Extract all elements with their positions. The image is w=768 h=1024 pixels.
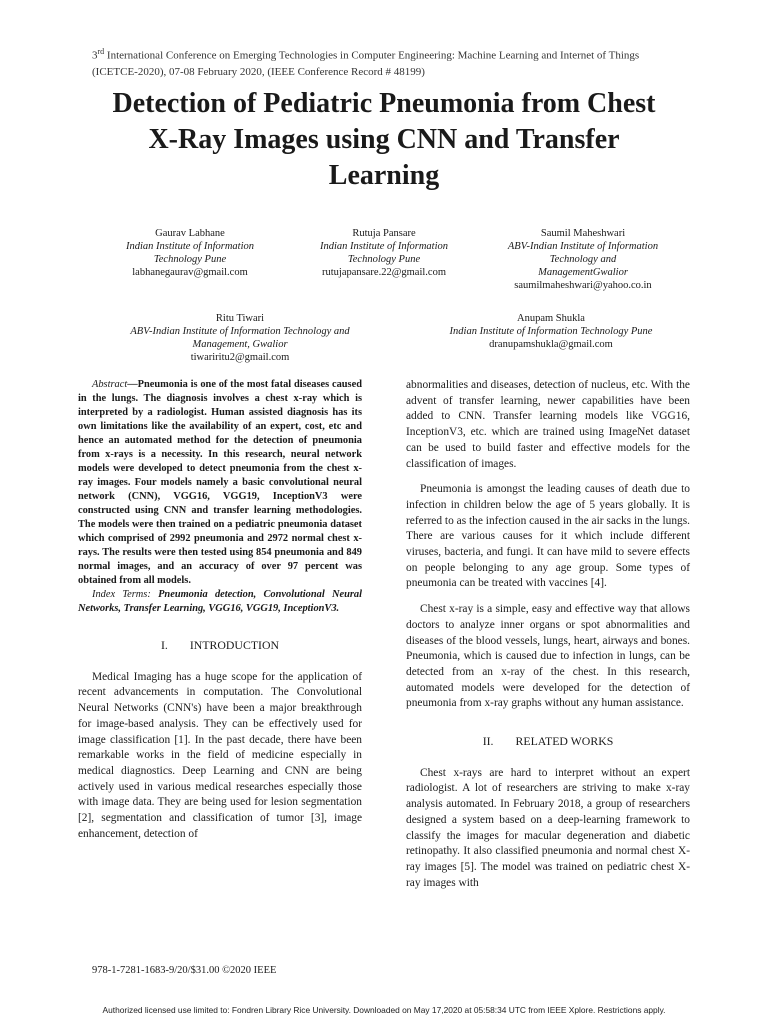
index-terms-label: Index Terms: <box>92 589 159 600</box>
index-terms-text: Pneumonia detection, Convolutional Neural Networks, Transfer Learning, VGG16, VGG19, InceptionV3. <box>78 589 362 614</box>
author-email[interactable]: saumilmaheshwari@yahoo.co.in <box>514 280 652 291</box>
author-affiliation: Management, Gwalior <box>192 339 288 350</box>
author-email[interactable]: tiwariritu2@gmail.com <box>190 352 290 363</box>
author-affiliation: Technology and <box>549 254 617 265</box>
author-block <box>296 227 472 279</box>
abstract <box>78 378 362 588</box>
author-block <box>92 312 388 364</box>
author-email[interactable]: rutujapansare.22@gmail.com <box>322 267 446 278</box>
author-affiliation: Indian Institute of Information Technology Pune <box>449 326 653 337</box>
introduction-paragraph: Medical Imaging has a huge scope for the application of recent advancements in computation. The Convolutional Neural Networks (CNN's) have been a major breakthrough for image-based analysis. They can be effectively used for image classification [1]. In the past decade, there have been remarkable works in the field of medicine especially in medical diagnostics. Deep Learning and CNN are being actively used in various medical researches especially those with image data. They are being used for lesion segmentation [2], segmentation and classification of tumor [3], image enhancement, detection of <box>78 670 362 840</box>
title-line: X-Ray Images using CNN and Transfer <box>148 124 620 155</box>
conference-ordinal-suffix: rd <box>97 47 105 56</box>
section-number: I. <box>160 638 168 652</box>
author-affiliation: ManagementGwalior <box>538 267 628 278</box>
author-affiliation: Technology Pune <box>347 254 421 265</box>
section-heading-introduction <box>78 638 362 654</box>
author-name: Ritu Tiwari <box>215 313 265 324</box>
section-heading-related-works <box>406 734 690 750</box>
conference-details: (ICETCE-2020), 07-08 February 2020, (IEEE Conference Record # 48199) <box>92 65 425 78</box>
author-name: Rutuja Pansare <box>352 228 416 239</box>
body-paragraph: abnormalities and diseases, detection of nucleus, etc. With the advent of transfer learning, newer capabilities have been added to CNN. Transfer learning models like VGG16, InceptionV3, etc. which are trained using ImageNet dataset can be used to build faster and effective models for the classification of images. <box>406 379 690 470</box>
body-paragraph: Chest x-ray is a simple, easy and effective way that allows doctors to analyze inner organs or spot abnormalities and diseases of the blood vessels, lungs, heart, airways and bones. Pneumonia, which is caused due to infection in lungs, can be detected from an x-ray of the chest. In this research, automated models were developed for the detection of pneumonia from x-ray graphs without any human assistance. <box>406 603 690 710</box>
right-column <box>406 378 690 891</box>
author-name: Gaurav Labhane <box>155 228 225 239</box>
author-email[interactable]: dranupamshukla@gmail.com <box>489 339 613 350</box>
author-affiliation: ABV-Indian Institute of Information <box>507 241 659 252</box>
author-affiliation: ABV-Indian Institute of Information Technology and <box>130 326 350 337</box>
conference-ordinal: 3 <box>92 49 98 62</box>
author-block <box>480 227 686 292</box>
author-email[interactable]: labhanegaurav@gmail.com <box>132 267 248 278</box>
author-name: Anupam Shukla <box>517 313 585 324</box>
abstract-label: Abstract <box>92 379 128 390</box>
title-line: Detection of Pediatric Pneumonia from Chest <box>112 88 656 119</box>
title-line: Learning <box>328 160 440 191</box>
abstract-text: —Pneumonia is one of the most fatal diseases caused in the lungs. The diagnosis involves a chest x-ray which is interpreted by a radiologist. Human assisted diagnosis has its own limitations like the availability of an expert, cost, etc and hence an automated method for the detection of pneumonia from x-rays is a necessity. In this research, neural network models were developed to detect pneumonia from the chest x-ray images. Four models namely a basic convolutional neural network (CNN), VGG16, VGG19, InceptionV3 were constructed using CNN and transfer learning methodologies. The models were then trained on a pediatric pneumonia dataset which comprised of 2992 pneumonia and 2972 normal chest x-rays. The results were then tested using 854 pneumonia and 849 normal images, and an accuracy of over 97 percent was obtained from all models. <box>78 379 362 586</box>
section-title: RELATED WORKS <box>515 734 614 749</box>
left-column <box>78 378 362 842</box>
author-block <box>406 312 696 351</box>
author-affiliation: Technology Pune <box>153 254 227 265</box>
isbn-footer: 978-1-7281-1683-9/20/$31.00 ©2020 IEEE <box>92 965 277 976</box>
paper-title <box>40 86 728 194</box>
conference-header <box>92 44 692 80</box>
section-number: II. <box>482 734 494 749</box>
license-notice: Authorized licensed use limited to: Fondren Library Rice University. Downloaded on May 17,2020 at 05:58:34 UTC from IEEE Xplore. Restrictions apply. <box>102 1005 666 1015</box>
index-terms <box>78 588 362 616</box>
section-title: INTRODUCTION <box>189 638 279 652</box>
author-affiliation: Indian Institute of Information <box>319 241 449 252</box>
author-affiliation: Indian Institute of Information <box>125 241 255 252</box>
conference-name: International Conference on Emerging Technologies in Computer Engineering: Machine Learning and Internet of Things <box>104 49 640 62</box>
author-block <box>92 227 288 279</box>
related-works-paragraph: Chest x-rays are hard to interpret without an expert radiologist. A lot of researchers are striving to make x-ray analysis automated. In February 2018, a group of researchers designed a system based on a deep-learning framework to classify the images for macular degeneration and diabetic retinopathy. It also classified pneumonia and normal chest X-ray images [5]. The model was trained on pediatric chest X-ray images with <box>406 766 690 889</box>
body-paragraph: Pneumonia is amongst the leading causes of death due to infection in children below the age of 5 years globally. It is referred to as the infection caused in the air sacks in the lungs. There are various causes for it which include different viruses, bacteria, and fungi. It can have mild to severe effects on people belonging to any age group. Some types of pneumonia can be treated with vaccines [4]. <box>406 483 690 590</box>
author-name: Saumil Maheshwari <box>540 228 626 239</box>
